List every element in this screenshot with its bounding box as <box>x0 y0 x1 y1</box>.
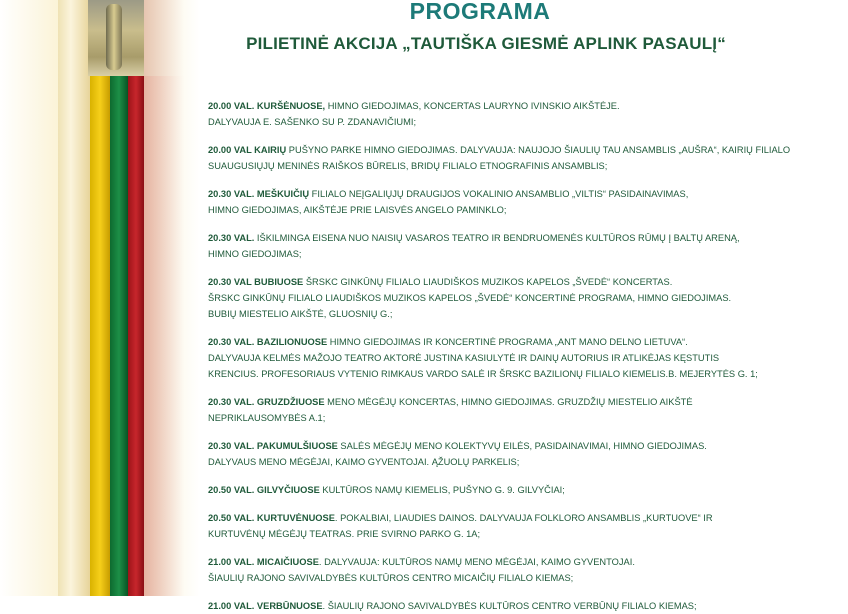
event-text: ŠRSKC GINKŪNŲ FILIALO LIAUDIŠKOS MUZIKOS KAPELOS „ŠVEDĖ“ KONCERTAS. <box>303 277 673 287</box>
flagpole <box>58 0 90 596</box>
event-text: . ŠIAULIŲ RAJONO SAVIVALDYBĖS KULTŪROS CENTRO VERBŪNŲ FILIALO KIEMAS; <box>322 601 697 611</box>
event-place: BUBIUOSE <box>254 277 304 287</box>
event-line <box>208 142 840 158</box>
event-time: 20.00 VAL. <box>208 101 257 111</box>
event-item <box>208 554 840 586</box>
event-time: 20.50 VAL. <box>208 485 257 495</box>
event-text: MENO MĖGĖJŲ KONCERTAS, HIMNO GIEDOJIMAS. GRUZDŽIŲ MIESTELIO AIKŠTĖ <box>324 397 693 407</box>
event-time: 21.00 VAL. <box>208 557 255 567</box>
event-time: 20.30 VAL. <box>208 441 257 451</box>
event-text: IŠKILMINGA EISENA NUO NAISIŲ VASAROS TEATRO IR BENDRUOMENĖS KULTŪROS RŪMŲ Į BALTŲ ARENĄ, <box>256 233 740 243</box>
event-time: 20.30 VAL. <box>208 337 257 347</box>
event-text: SALĖS MĖGĖJŲ MENO KOLEKTYVŲ EILĖS, PASIDAINAVIMAI, HIMNO GIEDOJIMAS. <box>337 441 707 451</box>
event-line: DALYVAUS MENO MĖGĖJAI, KAIMO GYVENTOJAI. ĄŽUOLŲ PARKELIS; <box>208 457 520 467</box>
event-time: 21.00 VAL. <box>208 601 257 611</box>
page-title: PROGRAMA <box>409 0 551 24</box>
event-text: FILIALO NEĮGALIŲJŲ DRAUGIJOS VOKALINIO ANSAMBLIO „VILTIS“ PASIDAINAVIMAS, <box>309 189 689 199</box>
event-item <box>208 274 840 322</box>
event-line <box>208 334 840 350</box>
event-line <box>208 274 840 290</box>
event-place: KURTUVĖNUOSE <box>256 513 335 523</box>
event-line: KRENCIUS. PROFESORIAUS VYTENIO RIMKAUS VARDO SALĖ IR ŠRSKC BAZILIONŲ FILIALO KIEMELIS.B. MEJERYTĖS G. 1; <box>208 369 758 379</box>
event-item <box>208 482 840 498</box>
flag-red-stripe <box>128 76 144 596</box>
event-place: VERBŪNUOSE <box>256 601 323 611</box>
event-line: DALYVAUJA KELMĖS MAŽOJO TEATRO AKTORĖ JUSTINA KASIULYTĖ IR DAINŲ AUTORIUS IR ATLIKĖJAS KĘSTUTIS <box>208 353 720 363</box>
event-time: 20.00 VAL <box>208 145 255 155</box>
event-line: NEPRIKLAUSOMYBĖS A.1; <box>208 413 326 423</box>
flag-green-stripe <box>110 76 128 596</box>
event-place: PAKUMULŠIUOSE <box>256 441 338 451</box>
event-list <box>208 98 840 614</box>
event-line <box>208 186 840 202</box>
event-time: 20.30 VAL <box>208 277 255 287</box>
event-text: HIMNO GIEDOJIMAS IR KONCERTINĖ PROGRAMA „ANT MANO DELNO LIETUVA“. <box>327 337 688 347</box>
event-line: BUBIŲ MIESTELIO AIKŠTĖ, GLUOSNIŲ G.; <box>208 309 393 319</box>
event-line: KURTUVĖNŲ MĖGĖJŲ TEATRAS. PRIE SVIRNO PARKO G. 1A; <box>208 529 481 539</box>
event-text: PUŠYNO PARKE HIMNO GIEDOJIMAS. DALYVAUJA: NAUJOJO ŠIAULIŲ TAU ANSAMBLIS „AUŠRA“, KAIRIŲ FILIALO <box>286 145 791 155</box>
event-place: KURŠĖNUOSE, <box>256 101 326 111</box>
event-time: 20.30 VAL. <box>208 189 257 199</box>
event-item <box>208 598 840 614</box>
event-line: DALYVAUJA E. SAŠENKO SU P. ZDANAVIČIUMI; <box>208 117 417 127</box>
event-line <box>208 554 840 570</box>
event-item <box>208 394 840 426</box>
event-item <box>208 438 840 470</box>
event-place: GRUZDŽIUOSE <box>256 397 325 407</box>
page-subtitle: PILIETINĖ AKCIJA „TAUTIŠKA GIESMĖ APLINK PASAULĮ“ <box>246 34 726 53</box>
event-line: HIMNO GIEDOJIMAS; <box>208 249 302 259</box>
event-line <box>208 98 840 114</box>
event-place: MICAIČIUOSE <box>254 557 319 567</box>
event-text: HIMNO GIEDOJIMAS, KONCERTAS LAURYNO IVINSKIO AIKŠTĖJE. <box>325 101 620 111</box>
event-item <box>208 186 840 218</box>
event-line <box>208 394 840 410</box>
event-line <box>208 598 840 614</box>
event-item <box>208 334 840 382</box>
event-time: 20.30 VAL. <box>208 397 257 407</box>
event-place: GILVYČIUOSE <box>256 485 320 495</box>
event-text: . DALYVAUJA: KULTŪROS NAMŲ MENO MĖGĖJAI, KAIMO GYVENTOJAI. <box>318 557 635 567</box>
event-line: ŠRSKC GINKŪNŲ FILIALO LIAUDIŠKOS MUZIKOS KAPELOS „ŠVEDĖ“ KONCERTINĖ PROGRAMA, HIMNO GIEDOJIMAS. <box>208 293 732 303</box>
event-line <box>208 510 840 526</box>
event-time: 20.30 VAL. <box>208 233 257 243</box>
event-place: BAZILIONUOSE <box>256 337 328 347</box>
flag-shadow <box>144 0 184 76</box>
event-place: MEŠKUIČIŲ <box>256 189 310 199</box>
event-line: HIMNO GIEDOJIMAS, AIKŠTĖJE PRIE LAISVĖS ANGELO PAMINKLO; <box>208 205 507 215</box>
event-line: SUAUGUSIŲJŲ MENINĖS RAIŠKOS BŪRELIS, BRIDŲ FILIALO ETNOGRAFINIS ANSAMBLIS; <box>208 161 608 171</box>
event-time: 20.50 VAL. <box>208 513 257 523</box>
event-item <box>208 230 840 262</box>
event-line: ŠIAULIŲ RAJONO SAVIVALDYBĖS KULTŪROS CENTRO MICAIČIŲ FILIALO KIEMAS; <box>208 573 574 583</box>
event-line <box>208 438 840 454</box>
flag-shadow <box>144 76 184 596</box>
flag-yellow-stripe <box>90 76 110 596</box>
event-text: KULTŪROS NAMŲ KIEMELIS, PUŠYNO G. 9. GILVYČIAI; <box>319 485 565 495</box>
event-line <box>208 230 840 246</box>
event-item <box>208 510 840 542</box>
event-line <box>208 482 840 498</box>
event-text: . POKALBIAI, LIAUDIES DAINOS. DALYVAUJA FOLKLORO ANSAMBLIS „KURTUOVE“ IR <box>334 513 713 523</box>
event-item <box>208 98 840 130</box>
event-item <box>208 142 840 174</box>
event-place: KAIRIŲ <box>254 145 287 155</box>
flagpole-ornament <box>88 0 144 76</box>
